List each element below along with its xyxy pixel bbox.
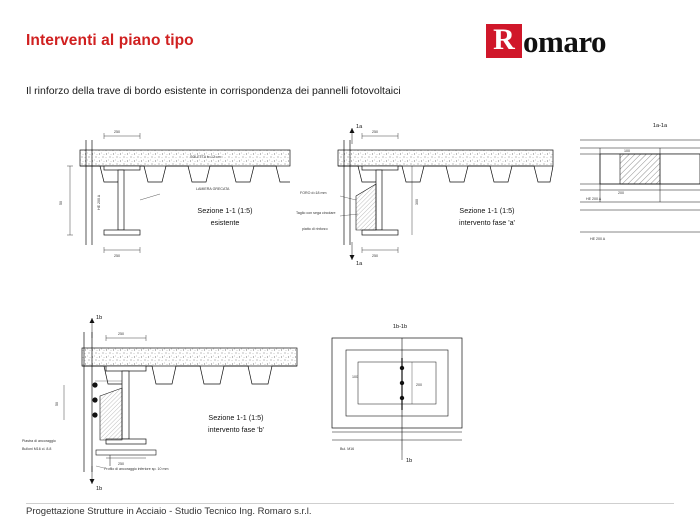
note-text: piatto di rinforzo — [302, 227, 328, 231]
dimension-text: 200 — [416, 383, 422, 387]
drawing-vista-1a-1a — [580, 123, 700, 241]
dimension-text: 250 — [372, 130, 378, 134]
footer-divider — [26, 503, 674, 504]
note-text: SOLETTA h=12 cm — [190, 155, 221, 159]
section-mark: 1a — [356, 124, 363, 130]
note-text: Bul. M16 — [340, 447, 355, 451]
drawing-caption: Sezione 1-1 (1:5) — [197, 206, 253, 215]
drawing-caption: 1a-1a — [652, 123, 668, 129]
drawing-caption-sub: intervento fase 'b' — [208, 425, 264, 434]
drawing-caption: Sezione 1-1 (1:5) — [459, 206, 515, 215]
drawing-sezione-1-1-esistente — [59, 130, 290, 258]
slide-subtitle: Il rinforzo della trave di bordo esistente in corrispondenza dei pannelli fotovoltaici — [26, 85, 401, 97]
note-text: Profilo di ancoraggio inferiore sp. 10 mm — [104, 467, 169, 471]
drawing-caption-sub: esistente — [210, 218, 240, 227]
technical-drawings — [0, 110, 700, 500]
note-text: HE 200 A — [590, 237, 606, 241]
dimension-text: 50 — [55, 402, 59, 406]
section-mark: 1b — [406, 458, 413, 464]
drawing-vista-1b-1b — [332, 324, 462, 464]
dimension-text: 250 — [118, 332, 124, 336]
footer-text: Progettazione Strutture in Acciaio - Studio Tecnico Ing. Romaro s.r.l. — [26, 506, 312, 517]
section-mark: 1a — [356, 261, 363, 267]
note-text: Taglio con sega circolare — [296, 211, 336, 215]
drawing-sezione-1-1-fase-b — [22, 315, 297, 492]
note-text: Bulloni M16 cl. 8.8 — [22, 447, 52, 451]
dimension-text: 300 — [415, 199, 419, 205]
section-mark: 1b — [96, 315, 103, 321]
drawing-caption: 1b-1b — [392, 324, 408, 330]
romaro-logo — [486, 22, 684, 60]
dimension-text: 100 — [624, 149, 630, 153]
note-text: HE 200 A — [586, 197, 602, 201]
drawing-caption-sub: intervento fase 'a' — [459, 218, 515, 227]
dimension-text: 250 — [114, 130, 120, 134]
logo-mark-letter: R — [486, 24, 522, 58]
note-text: LAMIERA GRECATA — [196, 187, 230, 191]
note-text: Piastra di ancoraggio — [22, 439, 56, 443]
logo-wordmark: omaro — [523, 23, 607, 59]
note-text: HE 200 A — [97, 194, 101, 210]
dimension-text: 100 — [352, 375, 358, 379]
section-mark: 1b — [96, 486, 103, 492]
dimension-text: 250 — [118, 462, 124, 466]
drawing-caption: Sezione 1-1 (1:5) — [208, 413, 264, 422]
dimension-text: 250 — [372, 254, 378, 258]
drawing-sezione-1-1-fase-a — [296, 124, 553, 267]
dimension-text: 50 — [59, 201, 63, 205]
dimension-text: 200 — [618, 191, 624, 195]
note-text: FORO d=18 mm — [300, 191, 327, 195]
dimension-text: 250 — [114, 254, 120, 258]
page-title: Interventi al piano tipo — [26, 32, 194, 49]
